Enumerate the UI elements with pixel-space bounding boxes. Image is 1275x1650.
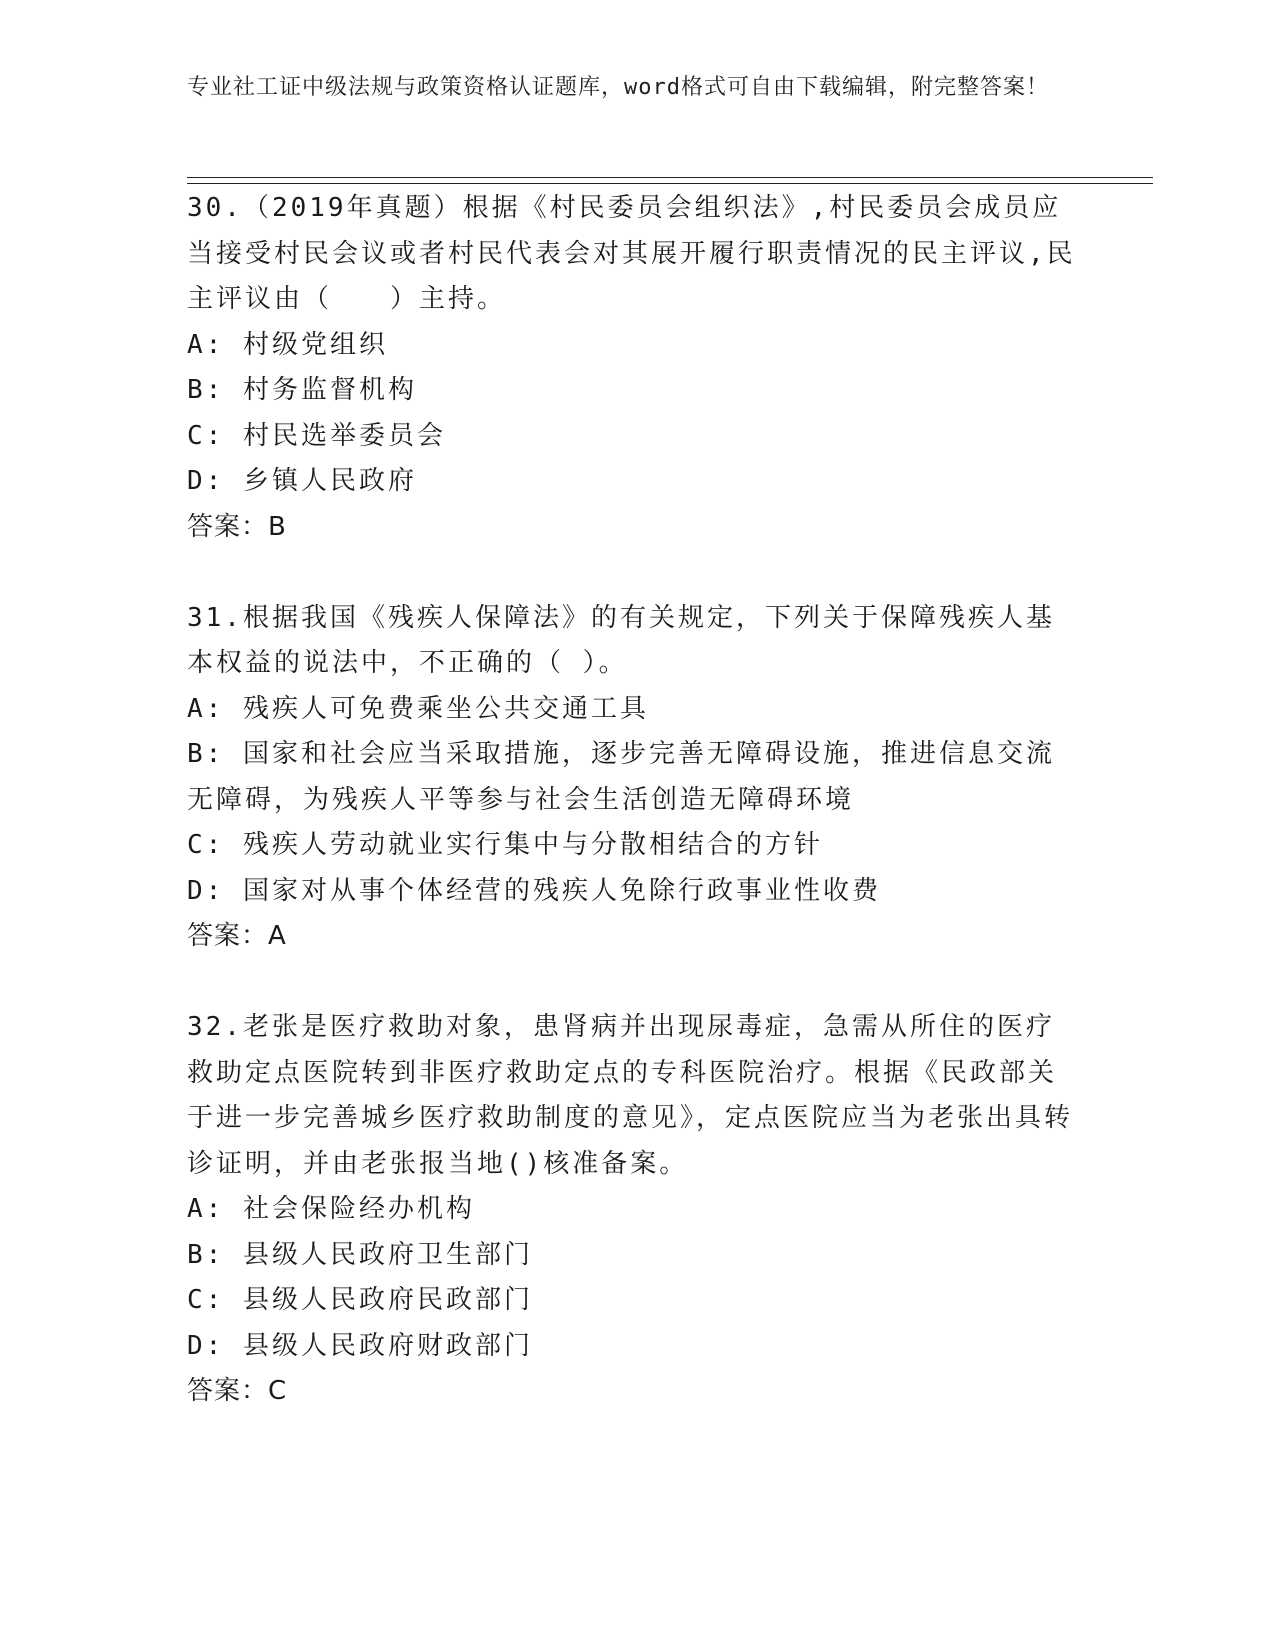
option-b: B: 县级人民政府卫生部门 <box>187 1239 533 1270</box>
question-spacer <box>187 960 1077 1006</box>
answer-label: 答案：C <box>187 1376 288 1406</box>
option-d: D: 县级人民政府财政部门 <box>187 1330 533 1361</box>
option-a: A: 社会保险经办机构 <box>187 1194 475 1224</box>
question-stem: 32.老张是医疗救助对象，患肾病并出现尿毒症，急需从所住的医疗救助定点医院转到非医疗救助定点的专科医院治疗。根据《民政部关于进一步完善城乡医疗救助制度的意见》，定点医院应当为老张出具转诊证明，并由老张报当地()核准备案。 <box>187 1012 1074 1179</box>
answer-label: 答案：A <box>187 921 287 951</box>
option-d: D: 乡镇人民政府 <box>187 466 417 496</box>
question-stem: 30.（2019年真题）根据《村民委员会组织法》,村民委员会成员应当接受村民会议或者村民代表会对其展开履行职责情况的民主评议,民主评议由（ ）主持。 <box>187 193 1076 314</box>
option-a: A: 村级党组织 <box>187 329 388 360</box>
question-30 <box>187 186 1077 550</box>
answer-label: 答案：B <box>187 511 287 542</box>
header-divider-top <box>187 177 1153 178</box>
question-list <box>187 186 1077 1415</box>
question-spacer <box>187 550 1077 596</box>
option-d: D: 国家对从事个体经营的残疾人免除行政事业性收费 <box>187 875 881 906</box>
option-b: B: 国家和社会应当采取措施，逐步完善无障碍设施，推进信息交流无障碍，为残疾人平等参与社会生活创造无障碍环境 <box>187 739 1055 815</box>
option-c: C: 村民选举委员会 <box>187 420 446 451</box>
question-32 <box>187 1005 1077 1415</box>
header-divider-bottom <box>187 183 1153 184</box>
question-stem: 31.根据我国《残疾人保障法》的有关规定，下列关于保障残疾人基本权益的说法中，不正确的（ ）。 <box>187 602 1055 678</box>
header-text: 专业社工证中级法规与政策资格认证题库，word格式可自由下载编辑，附完整答案！ <box>187 75 1049 100</box>
option-b: B: 村务监督机构 <box>187 375 417 405</box>
option-c: C: 县级人民政府民政部门 <box>187 1285 533 1315</box>
question-31 <box>187 596 1077 960</box>
option-c: C: 残疾人劳动就业实行集中与分散相结合的方针 <box>187 830 823 860</box>
option-a: A: 残疾人可免费乘坐公共交通工具 <box>187 693 649 724</box>
page-header <box>187 72 1067 104</box>
